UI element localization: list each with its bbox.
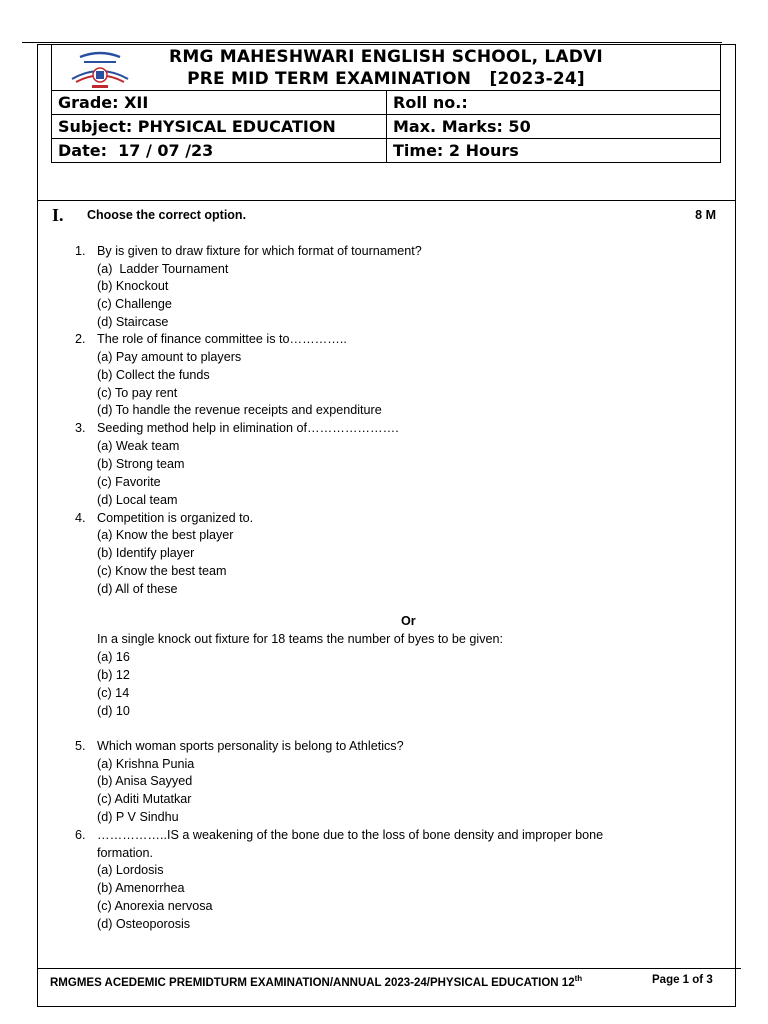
option: (c) Favorite — [97, 475, 161, 489]
option: (c) Anorexia nervosa — [97, 899, 213, 913]
question-number: 2. — [75, 332, 86, 346]
grade-cell: Grade: XII — [52, 91, 387, 115]
footer-title — [50, 974, 582, 989]
option: (b) 12 — [97, 668, 130, 682]
option: (b) Anisa Sayyed — [97, 774, 193, 788]
footer-title-suffix: th — [574, 974, 583, 983]
option: (d) 10 — [97, 704, 130, 718]
exam-name: PRE MID TERM EXAMINATION [2023-24] — [187, 68, 585, 89]
or-label: Or — [401, 614, 416, 628]
question-text: Competition is organized to. — [97, 511, 254, 525]
option: (a) Lordosis — [97, 863, 164, 877]
section-header — [52, 205, 716, 227]
option: (a) Ladder Tournament — [97, 262, 229, 276]
option: (c) 14 — [97, 686, 130, 700]
subject-cell: Subject: PHYSICAL EDUCATION — [52, 115, 387, 139]
roll-no-cell: Roll no.: — [387, 91, 721, 115]
option: (d) To handle the revenue receipts and expenditure — [97, 403, 382, 417]
option: (c) Aditi Mutatkar — [97, 792, 192, 806]
option: (b) Strong team — [97, 457, 185, 471]
school-name: RMG MAHESHWARI ENGLISH SCHOOL, LADVI — [169, 46, 603, 67]
question-number: 3. — [75, 421, 86, 435]
option: (d) Local team — [97, 493, 178, 507]
option: (a) Weak team — [97, 439, 180, 453]
page-number: Page 1 of 3 — [652, 974, 713, 986]
section-number: I. — [52, 205, 64, 225]
option: (d) Staircase — [97, 315, 169, 329]
question-number: 5. — [75, 739, 86, 753]
time-cell: Time: 2 Hours — [387, 139, 721, 163]
question-text: By is given to draw fixture for which format of tournament? — [97, 244, 422, 258]
question-text: In a single knock out fixture for 18 teams the number of byes to be given: — [97, 632, 504, 646]
question-text-continued: formation. — [97, 846, 153, 860]
footer-rule — [37, 968, 741, 969]
option: (c) Know the best team — [97, 564, 227, 578]
option: (a) Pay amount to players — [97, 350, 242, 364]
question-text: Seeding method help in elimination of…………………. — [97, 421, 399, 435]
title-cell — [52, 45, 721, 91]
top-rule — [22, 42, 722, 43]
option: (d) P V Sindhu — [97, 810, 179, 824]
option: (d) All of these — [97, 582, 178, 596]
option: (a) Know the best player — [97, 528, 234, 542]
question-text: Which woman sports personality is belong to Athletics? — [97, 739, 404, 753]
option: (a) Krishna Punia — [97, 757, 195, 771]
footer-title-text: RMGMES ACEDEMIC PREMIDTURM EXAMINATION/ANNUAL 2023-24/PHYSICAL EDUCATION 12 — [50, 976, 575, 989]
option: (c) Challenge — [97, 297, 172, 311]
section-instruction: Choose the correct option. — [87, 208, 247, 222]
school-logo-icon — [66, 49, 134, 89]
option: (a) 16 — [97, 650, 130, 664]
question-number: 4. — [75, 511, 86, 525]
max-marks-cell: Max. Marks: 50 — [387, 115, 721, 139]
question-text: The role of finance committee is to………….. — [97, 332, 347, 346]
section-marks: 8 M — [695, 208, 716, 222]
section-divider — [37, 200, 736, 201]
question-number: 6. — [75, 828, 86, 842]
option: (b) Knockout — [97, 279, 169, 293]
date-cell: Date: 17 / 07 /23 — [52, 139, 387, 163]
header-table — [51, 44, 721, 163]
question-text: ……………..IS a weakening of the bone due to the loss of bone density and improper bone — [97, 828, 604, 842]
option: (d) Osteoporosis — [97, 917, 191, 931]
option: (b) Amenorrhea — [97, 881, 185, 895]
option: (b) Identify player — [97, 546, 195, 560]
option: (b) Collect the funds — [97, 368, 210, 382]
option: (c) To pay rent — [97, 386, 178, 400]
question-number: 1. — [75, 244, 86, 258]
